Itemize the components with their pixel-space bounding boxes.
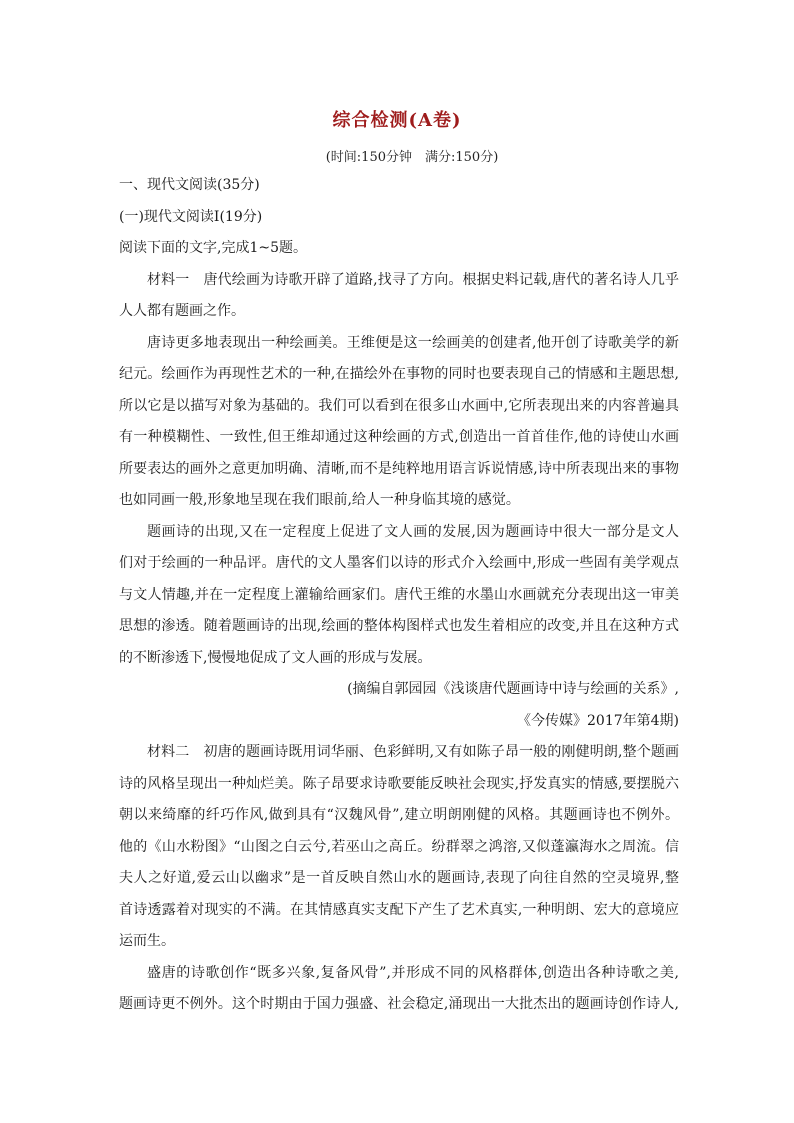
- material2-p2-line: 题画诗更不例外。这个时期由于国力强盛、社会稳定,涌现出一大批杰出的题画诗创作诗人,: [119, 996, 679, 1012]
- section-heading: 一、现代文阅读(35分): [119, 177, 260, 193]
- material1-p2-line: 所以它是以描写对象为基础的。我们可以看到在很多山水画中,它所表现出来的内容普遍具: [119, 397, 679, 414]
- material1-p2-line: 也如同画一般,形象地呈现在我们眼前,给人一种身临其境的感觉。: [119, 492, 520, 508]
- material2-p1-line: 首诗透露着对现实的不满。在其情感真实支配下产生了艺术真实,一种明朗、宏大的意境应: [119, 901, 679, 918]
- material2-p1-line: 诗的风格呈现出一种灿烂美。陈子昂要求诗歌要能反映社会现实,抒发真实的情感,要摆脱六: [119, 775, 679, 792]
- material1-p3-line: 们对于绘画的一种品评。唐代的文人墨客们以诗的形式介入绘画中,形成一些固有美学观点: [119, 555, 679, 571]
- material2-p1-line: 运而生。: [119, 933, 175, 949]
- source-citation: 《今传媒》2017年第4期): [517, 712, 679, 729]
- reading-content: [119, 170, 679, 1021]
- material1-p1-line: 材料一 唐代绘画为诗歌开辟了道路,找寻了方向。根据史料记载,唐代的著名诗人几乎: [147, 271, 679, 288]
- exam-time-score: (时间:150分钟 满分:150分): [325, 150, 499, 165]
- material1-p2-line: 有一种模糊性、一致性,但王维却通过这种绘画的方式,创造出一首首佳作,他的诗使山水画: [119, 429, 679, 445]
- material2-p1-line: 他的《山水粉图》“山图之白云兮,若巫山之高丘。纷群翠之鸿溶,又似蓬瀛海水之周流。信: [119, 838, 679, 855]
- material1-p2-line: 纪元。绘画作为再现性艺术的一种,在描绘外在事物的同时也要表现自己的情感和主题思想,: [119, 366, 679, 382]
- material2-p1-line: 材料二 初唐的题画诗既用词华丽、色彩鲜明,又有如陈子昂一般的刚健明朗,整个题画: [147, 744, 679, 760]
- material1-p3-line: 的不断渗透下,慢慢地促成了文人画的形成与发展。: [119, 649, 432, 666]
- material1-p2-line: 唐诗更多地表现出一种绘画美。王维便是这一绘画美的创建者,他开创了诗歌美学的新: [147, 334, 679, 351]
- instruction: 阅读下面的文字,完成1~5题。: [119, 240, 307, 256]
- material1-p2-line: 所要表达的画外之意更加明确、清晰,而不是纯粹地用语言诉说情感,诗中所表现出来的事物: [119, 460, 679, 477]
- material1-p3-line: 题画诗的出现,又在一定程度上促进了文人画的发展,因为题画诗中很大一部分是文人: [147, 523, 679, 540]
- material1-p3-line: 与文人情趣,并在一定程度上灌输给画家们。唐代王维的水墨山水画就充分表现出这一审美: [119, 586, 679, 603]
- source-citation: (摘编自郭园园《浅谈唐代题画诗中诗与绘画的关系》,: [347, 681, 679, 697]
- page-title: 综合检测(A卷): [332, 110, 462, 131]
- material1-p1-line: 人人都有题画之作。: [119, 303, 245, 319]
- material2-p1-line: 朝以来绮靡的纤巧作风,做到具有“汉魏风骨”,建立明朗刚健的风格。其题画诗也不例外。: [119, 807, 679, 823]
- material1-p3-line: 思想的渗透。随着题画诗的出现,绘画的整体构图样式也发生着相应的改变,并且在这种方式: [119, 618, 679, 634]
- subsection-heading: (一)现代文阅读Ⅰ(19分): [119, 208, 263, 225]
- material2-p2-line: 盛唐的诗歌创作“既多兴象,复备风骨”,并形成不同的风格群体,创造出各种诗歌之美,: [147, 964, 679, 981]
- material2-p1-line: 夫人之好道,爱云山以幽求”是一首反映自然山水的题画诗,表现了向往自然的空灵境界,整: [119, 870, 679, 886]
